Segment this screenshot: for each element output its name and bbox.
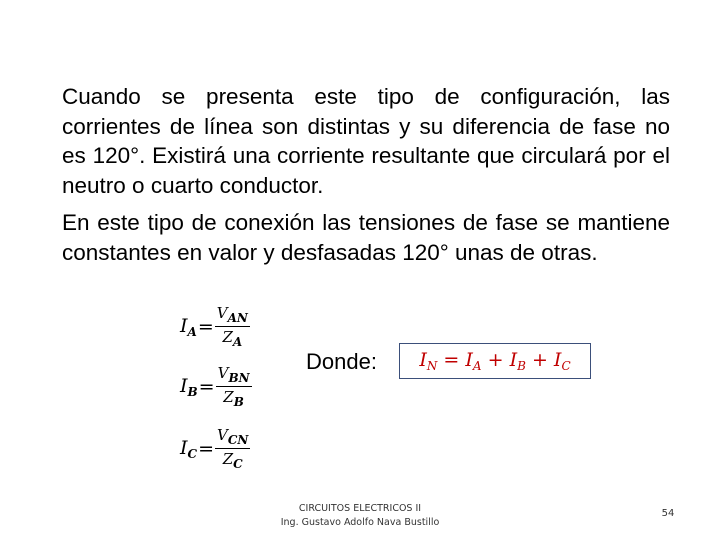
numerator-vbn: $V_{BN}$ [217,364,250,385]
denominator-zc: $Z_C$ [222,450,243,471]
donde-label: Donde: [306,349,377,374]
denominator-za: $Z_A$ [222,328,243,349]
lhs-current-b: $I_B$ [180,374,198,399]
fraction-a [215,304,250,349]
footer-author: Ing. Gustavo Adolfo Nava Bustillo [280,517,440,528]
fraction-b [216,364,252,409]
equation-current-b: $I_B$ = $\frac{V_{BN}}{Z_B}$ [180,364,250,409]
numerator-vcn: $V_{CN}$ [217,426,249,447]
page-number: 54 [661,508,675,519]
denominator-zb: $Z_B$ [223,388,244,409]
fraction-c [215,426,250,471]
lhs-current-c: $I_C$ [180,436,198,461]
neutral-current-equation: $I_N = I_A + I_B + I_C$ [419,349,571,373]
footer-course: CIRCUITOS ELECTRICOS II [298,503,422,514]
paragraph-configuracion: Cuando se presenta este tipo de configuración, las corrientes de línea son distintas y su diferencia de fase no es 120°. Existirá una corriente resultante que circulará por el neutro o cuarto conductor. [62,84,670,198]
neutral-current-equation-box [399,343,591,379]
equation-current-c: $I_C$ = $\frac{V_{CN}}{Z_C}$ [180,426,249,471]
footer [250,502,470,530]
paragraph-tensiones: En este tipo de conexión las tensiones de fase se mantiene constantes en valor y desfasadas 120° unas de otras. [62,210,670,265]
equation-current-a: $I_A$ = $\frac{V_{AN}}{Z_A}$ [180,304,248,349]
numerator-van: $V_{AN}$ [216,304,248,325]
lhs-current-a: $I_A$ [180,314,197,339]
